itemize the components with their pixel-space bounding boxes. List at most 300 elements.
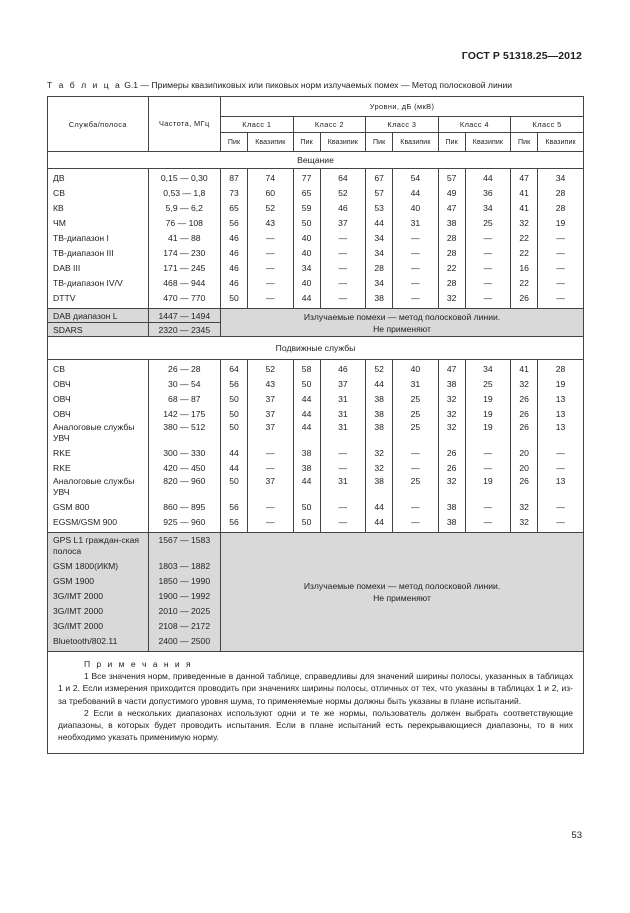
cell-value: Аналоговые службы УВЧ	[53, 476, 135, 497]
cell-value: 41	[519, 203, 529, 213]
cell-value: 31	[410, 379, 421, 389]
cell-value: 52	[265, 203, 276, 213]
cell-value: DAB III	[53, 263, 81, 273]
cell-value: 59	[301, 203, 312, 213]
cell-value: 38	[446, 517, 457, 527]
cell-value: 25	[410, 394, 421, 404]
cell-value: —	[483, 248, 493, 258]
cell-value: 38	[301, 448, 312, 458]
header-class-4: Класс 4	[438, 117, 511, 133]
cell-value: 65	[229, 203, 239, 213]
cell-value: 53	[374, 203, 384, 213]
cell-value: 46	[338, 203, 348, 213]
cell-value: 40	[410, 203, 421, 213]
cell-value: —	[556, 278, 565, 288]
cell-value: 20	[519, 463, 529, 473]
cell-value: RKE	[53, 448, 71, 458]
cell-value: 43	[265, 379, 276, 389]
cell-value: 0,15 — 0,30	[160, 173, 208, 183]
cell-value: —	[338, 263, 348, 273]
broadcast-class2-peak	[293, 169, 320, 309]
note-line: Излучаемые помехи — метод полосковой линии.	[303, 581, 501, 591]
cell-value: 64	[229, 364, 239, 374]
cell-value: —	[483, 463, 493, 473]
cell-value: ДВ	[53, 173, 65, 183]
cell-value: GSM 800	[53, 502, 90, 512]
cell-value: —	[266, 263, 275, 273]
header-class-3: Класс 3	[366, 117, 439, 133]
cell-value: 50	[301, 218, 312, 228]
cell-value: 47	[519, 173, 529, 183]
cell-value: RKE	[53, 463, 71, 473]
cell-value: —	[483, 278, 493, 288]
note-line: Не применяют	[373, 323, 431, 334]
mobile-frequencies	[148, 360, 221, 533]
cell-value: 34	[374, 248, 384, 258]
mobile-class3-peak	[366, 360, 393, 533]
cell-value: 26	[446, 463, 457, 473]
broadcast-class5-peak	[511, 169, 538, 309]
cell-value: 26	[519, 476, 529, 486]
cell-value: —	[556, 502, 565, 512]
table-notes	[48, 652, 584, 754]
cell-value: 2010 — 2025	[158, 606, 211, 616]
cell-value: 40	[410, 364, 421, 374]
cell-value: 32	[519, 517, 529, 527]
section-title-mobile: Подвижные службы	[48, 337, 584, 360]
broadcast-not-applied-note	[221, 309, 584, 337]
cell-value: 46	[229, 278, 239, 288]
cell-value: DTTV	[53, 293, 76, 303]
cell-value: 38	[374, 394, 384, 404]
header-quasi: Квазипик	[320, 133, 366, 152]
cell-value: ОВЧ	[53, 379, 71, 389]
cell-value: —	[411, 517, 420, 527]
cell-value: 54	[410, 173, 421, 183]
cell-value: ТВ-диапазон III	[53, 248, 114, 258]
cell-value: —	[266, 233, 275, 243]
cell-value: 57	[446, 173, 457, 183]
limits-table	[47, 96, 584, 754]
cell-value: 60	[265, 188, 276, 198]
cell-value: —	[266, 502, 275, 512]
cell-value: Bluetooth/802.11	[53, 636, 118, 646]
cell-value: 28	[555, 188, 566, 198]
cell-value: 2400 — 2500	[158, 636, 211, 646]
header-peak: Пик	[366, 133, 393, 152]
cell-value: 65	[301, 188, 312, 198]
cell-value: —	[556, 517, 565, 527]
cell-value: 44	[229, 448, 239, 458]
cell-value: 43	[265, 218, 276, 228]
cell-value: 44	[301, 293, 312, 303]
broadcast-class3-quasi	[393, 169, 439, 309]
cell-value: 44	[229, 463, 239, 473]
cell-value: 30 — 54	[168, 379, 201, 389]
mobile-not-applied-note	[221, 533, 584, 652]
header-levels: Уровни, дБ (мкВ)	[221, 97, 584, 117]
cell-value: 22	[519, 233, 529, 243]
cell-value: 142 — 175	[163, 409, 206, 419]
cell-value: 46	[229, 248, 239, 258]
cell-value: —	[411, 502, 420, 512]
broadcast-class1-peak	[221, 169, 248, 309]
cell-value: 32	[446, 394, 457, 404]
cell-value: 19	[483, 422, 493, 432]
cell-value: 20	[519, 448, 529, 458]
cell-value: —	[411, 278, 420, 288]
cell-value: 37	[265, 394, 276, 404]
cell-value: 37	[338, 379, 348, 389]
header-frequency: Частота, МГц	[148, 97, 221, 152]
header-peak: Пик	[511, 133, 538, 152]
cell-value: 44	[301, 409, 312, 419]
cell-value: —	[266, 448, 275, 458]
cell-value: 820 — 960	[163, 476, 206, 486]
cell-value: 31	[338, 476, 348, 486]
notes-title: П р и м е ч а н и я	[84, 659, 193, 669]
cell-value: —	[266, 278, 275, 288]
broadcast-class2-quasi	[320, 169, 366, 309]
cell-value: 860 — 895	[163, 502, 206, 512]
cell-value: 52	[338, 188, 348, 198]
mobile-class5-peak	[511, 360, 538, 533]
cell-value: 22	[519, 248, 529, 258]
header-class-1: Класс 1	[221, 117, 294, 133]
cell-value: —	[556, 233, 565, 243]
cell-value: ЧМ	[53, 218, 66, 228]
cell-value: 34	[483, 203, 493, 213]
note-line: Излучаемые помехи — метод полосковой линии.	[303, 311, 501, 322]
cell-value: 50	[229, 422, 239, 432]
cell-value: 58	[301, 364, 312, 374]
cell-value: 13	[555, 409, 566, 419]
cell-value: 1803 — 1882	[158, 561, 211, 571]
cell-value: 174 — 230	[163, 248, 206, 258]
header-peak: Пик	[438, 133, 465, 152]
cell-value: —	[338, 463, 348, 473]
mobile-gray-services	[48, 533, 149, 652]
cell-value: 26	[446, 448, 457, 458]
cell-value: 47	[446, 364, 457, 374]
cell-value: 22	[446, 263, 457, 273]
cell-value: 28	[555, 364, 566, 374]
cell-value: —	[411, 448, 420, 458]
cell-value: —	[411, 293, 420, 303]
cell-value: 26 — 28	[168, 364, 201, 374]
table-caption-text: G.1 — Примеры квазипиковых или пиковых норм излучаемых помех — Метод полосковой линии	[124, 80, 513, 90]
cell-value: —	[411, 233, 420, 243]
cell-value: —	[338, 517, 348, 527]
cell-value: 38	[446, 379, 457, 389]
cell-value: 37	[265, 409, 276, 419]
cell-value: 44	[374, 517, 384, 527]
cell-value: 44	[374, 379, 384, 389]
cell-value: 52	[265, 364, 276, 374]
cell-value: 1850 — 1990	[158, 576, 211, 586]
cell-value: 32	[446, 293, 457, 303]
mobile-class5-quasi	[538, 360, 584, 533]
cell-value: —	[483, 293, 493, 303]
cell-value: 32	[446, 422, 457, 432]
cell-value: 44	[374, 218, 384, 228]
cell-value: 41	[519, 188, 529, 198]
cell-value: 19	[555, 379, 566, 389]
mobile-class4-quasi	[465, 360, 511, 533]
cell-value: 37	[265, 476, 276, 486]
cell-value: ОВЧ	[53, 394, 71, 404]
cell-value: 380 — 512	[163, 422, 206, 432]
cell-value: —	[483, 517, 493, 527]
cell-value: 46	[338, 364, 348, 374]
note-1: 1 Все значения норм, приведенные в данной таблице, справедливы для значений ширины полосы, указанных в таблицах 1 и 2. Если измерения приходится проводить при значениях ширины полосы, отличных от тех, что указаны в таблицах 1 и 2, из-за требований в части допустимого уровня шума, то применяемые нормы должны быть указаны в плане испытаний.	[58, 671, 573, 706]
cell-value: 44	[483, 173, 493, 183]
cell-value: —	[483, 233, 493, 243]
cell-value: 87	[229, 173, 239, 183]
cell-value: 56	[229, 379, 239, 389]
cell-value: 40	[301, 233, 312, 243]
cell-value: GSM 1800(ИКМ)	[53, 561, 119, 571]
cell-value: 26	[519, 293, 529, 303]
cell-value: —	[338, 248, 348, 258]
cell-value: —	[556, 263, 565, 273]
cell-value: 34	[483, 364, 493, 374]
table-caption-prefix: Т а б л и ц а	[47, 80, 122, 90]
cell-value: 76 — 108	[165, 218, 203, 228]
cell-value: 5,9 — 6,2	[165, 203, 203, 213]
cell-value: 32	[374, 448, 384, 458]
cell-value: 13	[555, 476, 566, 486]
note-line: Не применяют	[373, 593, 431, 603]
cell-value: 68 — 87	[168, 394, 201, 404]
cell-value: 0,53 — 1,8	[163, 188, 206, 198]
cell-value: 38	[374, 293, 384, 303]
cell-value: 25	[483, 379, 493, 389]
broadcast-gray-service: SDARS	[48, 323, 149, 337]
cell-value: 32	[519, 379, 529, 389]
cell-value: 13	[555, 422, 566, 432]
cell-value: 36	[483, 188, 493, 198]
cell-value: —	[483, 263, 493, 273]
cell-value: —	[556, 293, 565, 303]
header-class-5: Класс 5	[511, 117, 584, 133]
header-quasi: Квазипик	[538, 133, 584, 152]
cell-value: 28	[446, 233, 457, 243]
cell-value: —	[266, 517, 275, 527]
cell-value: 56	[229, 517, 239, 527]
cell-value: 16	[519, 263, 529, 273]
cell-value: 31	[338, 409, 348, 419]
cell-value: 420 — 450	[163, 463, 206, 473]
cell-value: 44	[374, 502, 384, 512]
broadcast-gray-service: DAB диапазон L	[48, 309, 149, 323]
cell-value: 41	[519, 364, 529, 374]
broadcast-gray-frequency: 1447 — 1494	[148, 309, 221, 323]
cell-value: 46	[229, 233, 239, 243]
broadcast-class1-quasi	[248, 169, 294, 309]
section-title-broadcast: Вещание	[48, 152, 584, 169]
header-peak: Пик	[221, 133, 248, 152]
header-service: Служба/полоса	[48, 97, 149, 152]
cell-value: 38	[301, 463, 312, 473]
cell-value: 25	[410, 422, 421, 432]
cell-value: —	[483, 502, 493, 512]
header-class-2: Класс 2	[293, 117, 366, 133]
cell-value: 22	[519, 278, 529, 288]
header-peak: Пик	[293, 133, 320, 152]
cell-value: 74	[265, 173, 276, 183]
cell-value: 77	[301, 173, 312, 183]
cell-value: —	[411, 248, 420, 258]
broadcast-class5-quasi	[538, 169, 584, 309]
cell-value: GPS L1 граждан-ская полоса	[53, 535, 140, 556]
cell-value: 470 — 770	[163, 293, 206, 303]
document-id: ГОСТ Р 51318.25—2012	[461, 50, 582, 62]
cell-value: —	[556, 463, 565, 473]
cell-value: 56	[229, 218, 239, 228]
cell-value: 171 — 245	[163, 263, 206, 273]
cell-value: —	[266, 293, 275, 303]
table-caption	[47, 80, 512, 90]
cell-value: GSM 1900	[53, 576, 95, 586]
cell-value: 38	[446, 218, 457, 228]
cell-value: —	[556, 448, 565, 458]
cell-value: 52	[374, 364, 384, 374]
broadcast-class3-peak	[366, 169, 393, 309]
cell-value: 26	[519, 409, 529, 419]
cell-value: 41 — 88	[168, 233, 201, 243]
cell-value: 44	[410, 188, 421, 198]
cell-value: 300 — 330	[163, 448, 206, 458]
cell-value: 1900 — 1992	[158, 591, 211, 601]
cell-value: СВ	[53, 364, 65, 374]
mobile-class3-quasi	[393, 360, 439, 533]
cell-value: —	[556, 248, 565, 258]
mobile-class1-quasi	[248, 360, 294, 533]
broadcast-gray-frequency: 2320 — 2345	[148, 323, 221, 337]
cell-value: 50	[229, 293, 239, 303]
broadcast-services	[48, 169, 149, 309]
cell-value: 47	[446, 203, 457, 213]
cell-value: 19	[483, 476, 493, 486]
cell-value: ТВ-диапазон I	[53, 233, 109, 243]
cell-value: 25	[483, 218, 493, 228]
cell-value: СВ	[53, 188, 65, 198]
cell-value: 32	[446, 409, 457, 419]
cell-value: 56	[229, 502, 239, 512]
cell-value: —	[338, 448, 348, 458]
page-number: 53	[571, 830, 582, 841]
header-quasi: Квазипик	[393, 133, 439, 152]
cell-value: 34	[374, 278, 384, 288]
broadcast-frequencies	[148, 169, 221, 309]
mobile-class2-peak	[293, 360, 320, 533]
cell-value: —	[266, 463, 275, 473]
cell-value: EGSM/GSM 900	[53, 517, 117, 527]
cell-value: 38	[374, 422, 384, 432]
cell-value: ТВ-диапазон IV/V	[53, 278, 123, 288]
cell-value: 2108 — 2172	[158, 621, 211, 631]
cell-value: 40	[301, 278, 312, 288]
cell-value: 1567 — 1583	[158, 535, 211, 545]
cell-value: 50	[301, 502, 312, 512]
cell-value: 37	[265, 422, 276, 432]
cell-value: 925 — 960	[163, 517, 206, 527]
cell-value: 25	[410, 409, 421, 419]
cell-value: 46	[229, 263, 239, 273]
cell-value: 50	[229, 476, 239, 486]
cell-value: 38	[446, 502, 457, 512]
cell-value: ОВЧ	[53, 409, 71, 419]
header-quasi: Квазипик	[465, 133, 511, 152]
cell-value: 26	[519, 422, 529, 432]
mobile-services	[48, 360, 149, 533]
cell-value: 37	[338, 218, 348, 228]
cell-value: 44	[301, 422, 312, 432]
note-2: 2 Если в нескольких диапазонах используют одни и те же нормы, пользователь должен выбрать соответствующие диапазоны, в которых будет проводить испытания. Если в плане испытаний есть перекрывающиеся диапазоны, то в них необходимо указать применимую норму.	[58, 707, 573, 743]
cell-value: 468 — 944	[163, 278, 206, 288]
cell-value: 13	[555, 394, 566, 404]
cell-value: 73	[229, 188, 239, 198]
cell-value: 3G/IMT 2000	[53, 606, 103, 616]
cell-value: 38	[374, 409, 384, 419]
cell-value: 32	[446, 476, 457, 486]
cell-value: 3G/IMT 2000	[53, 621, 103, 631]
cell-value: 57	[374, 188, 384, 198]
broadcast-class4-quasi	[465, 169, 511, 309]
mobile-class2-quasi	[320, 360, 366, 533]
cell-value: 19	[483, 394, 493, 404]
broadcast-class4-peak	[438, 169, 465, 309]
cell-value: 67	[374, 173, 384, 183]
cell-value: 26	[519, 394, 529, 404]
cell-value: 34	[301, 263, 312, 273]
cell-value: 50	[301, 379, 312, 389]
cell-value: 38	[374, 476, 384, 486]
cell-value: 34	[374, 233, 384, 243]
cell-value: —	[411, 463, 420, 473]
cell-value: 50	[229, 409, 239, 419]
cell-value: 32	[374, 463, 384, 473]
mobile-gray-frequencies	[148, 533, 221, 652]
cell-value: 31	[338, 394, 348, 404]
cell-value: 31	[338, 422, 348, 432]
header-quasi: Квазипик	[248, 133, 294, 152]
cell-value: 28	[555, 203, 566, 213]
cell-value: 28	[374, 263, 384, 273]
cell-value: —	[411, 263, 420, 273]
cell-value: 32	[519, 218, 529, 228]
cell-value: —	[266, 248, 275, 258]
cell-value: 49	[446, 188, 457, 198]
cell-value: 25	[410, 476, 421, 486]
cell-value: 28	[446, 278, 457, 288]
cell-value: —	[338, 293, 348, 303]
cell-value: 3G/IMT 2000	[53, 591, 103, 601]
cell-value: 34	[555, 173, 566, 183]
cell-value: 19	[483, 409, 493, 419]
mobile-class4-peak	[438, 360, 465, 533]
cell-value: 64	[338, 173, 348, 183]
cell-value: КВ	[53, 203, 64, 213]
cell-value: —	[338, 502, 348, 512]
cell-value: 19	[555, 218, 566, 228]
cell-value: 44	[301, 476, 312, 486]
cell-value: 32	[519, 502, 529, 512]
cell-value: —	[338, 233, 348, 243]
cell-value: 44	[301, 394, 312, 404]
cell-value: 31	[410, 218, 421, 228]
